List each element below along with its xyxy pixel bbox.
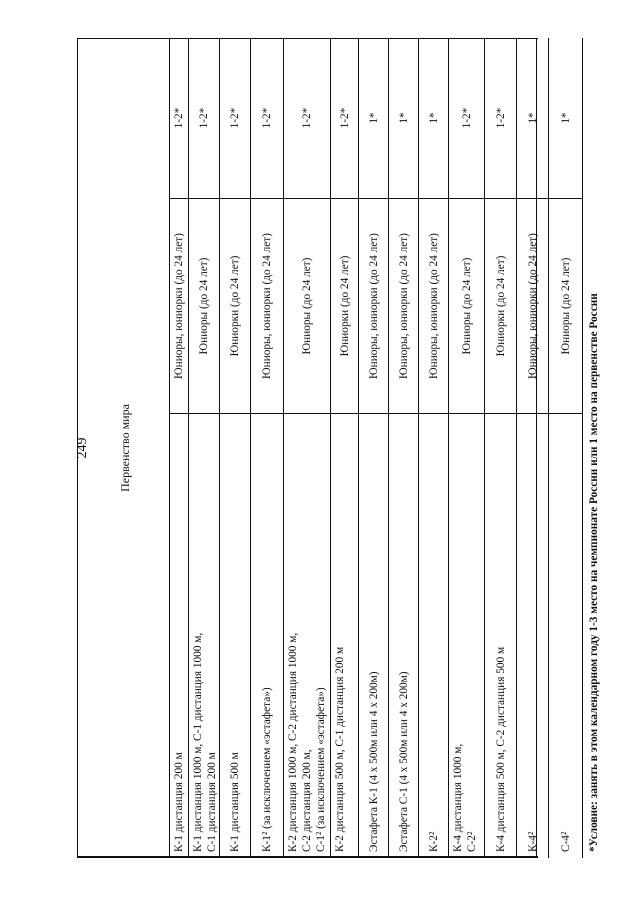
age-group-cell: Юниоры, юниорки (до 24 лет) <box>419 198 448 413</box>
discipline-cell: К-4² <box>517 413 548 858</box>
place-cell: 1* <box>559 112 572 124</box>
discipline-cell: К-2 дистанция 500 м, С-1 дистанция 200 м <box>331 413 358 858</box>
discipline-cell: К-1 дистанция 500 м <box>220 413 250 858</box>
discipline-cell: К-4 дистанция 500 м, С-2 дистанция 500 м <box>485 413 516 858</box>
place-cell: 1* <box>526 112 539 124</box>
place-cell: 1-2* <box>460 107 473 129</box>
age-group-cell: Юниоры, юниорки (до 24 лет) <box>517 198 548 413</box>
age-group-cell: Юниоры, юниорки (до 24 лет) <box>389 198 418 413</box>
age-group-cell: Юниорки (до 24 лет) <box>220 198 250 413</box>
age-group-cell: Юниоры, юниорки (до 24 лет) <box>170 198 188 413</box>
competition-label: Первенство мира <box>118 404 132 492</box>
discipline-cell: К-1 дистанция 1000 м, С-1 дистанция 1000 м, С-1 дистанция 200 м <box>189 413 219 858</box>
rotated-table-extra <box>77 38 537 858</box>
discipline-cell: К-2² <box>419 413 448 858</box>
place-cell: 1* <box>367 112 380 124</box>
age-group-cell: Юниоры (до 24 лет) <box>549 198 582 413</box>
page-number: 249 <box>75 437 90 459</box>
place-cell: 1-2* <box>301 107 313 129</box>
age-group-cell: Юниорки (до 24 лет) <box>485 198 516 413</box>
footnote-row <box>583 38 605 858</box>
discipline-cell: К-1 дистанция 200 м <box>170 413 188 858</box>
place-cell: 1-2* <box>173 107 185 129</box>
place-cell: 1-2* <box>261 107 273 129</box>
age-group-cell: Юниоры, юниорки (до 24 лет) <box>359 198 388 413</box>
age-group-cell: Юниорки (до 24 лет) <box>331 198 358 413</box>
discipline-cell: К-1² (за исключением «эстафета») <box>251 413 283 858</box>
table-row <box>549 38 583 858</box>
discipline-cell: С-4² <box>549 413 582 858</box>
discipline-cell: Эстафета С-1 (4 х 500м или 4 х 200м) <box>389 413 418 858</box>
footnote-text: *Условие: занять в этом календарном году 1-3 место на чемпионате России или 1 место на первенстве России <box>588 293 600 852</box>
place-cell: 1* <box>397 112 410 124</box>
place-cell: 1-2* <box>229 107 241 129</box>
place-cell: 1-2* <box>494 107 507 129</box>
age-group-cell: Юниоры (до 24 лет) <box>449 198 484 413</box>
place-cell: 1* <box>427 112 440 124</box>
place-cell: 1-2* <box>338 107 351 129</box>
discipline-cell: К-4 дистанция 1000 м, С-2² <box>449 413 484 858</box>
place-cell: 1-2* <box>198 107 210 129</box>
age-group-cell: Юниоры (до 24 лет) <box>189 198 219 413</box>
discipline-cell: К-2 дистанция 1000 м, С-2 дистанция 1000 м, С-2 дистанция 200 м, С-1² (за исключением «эстафета») <box>284 413 330 858</box>
age-group-cell: Юниоры (до 24 лет) <box>284 198 330 413</box>
age-group-cell: Юниоры, юниорки (до 24 лет) <box>251 198 283 413</box>
discipline-cell: Эстафета К-1 (4 х 500м или 4 х 200м) <box>359 413 388 858</box>
